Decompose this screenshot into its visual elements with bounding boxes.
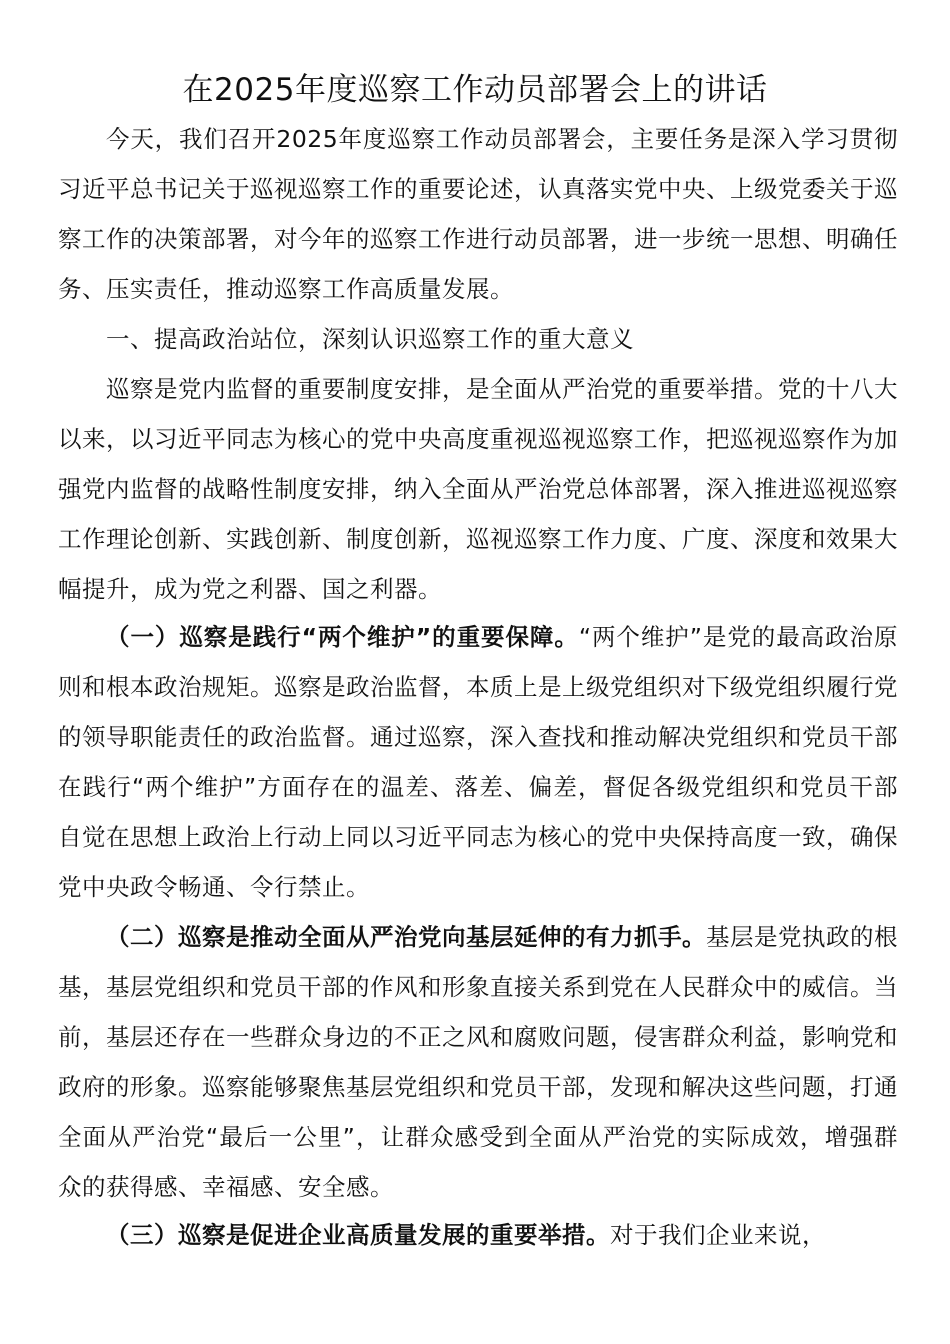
- paragraph-intro: 今天，我们召开2025年度巡察工作动员部署会，主要任务是深入学习贯彻习近平总书记关于巡视巡察工作的重要论述，认真落实党中央、上级党委关于巡察工作的决策部署，对今年的巡察工作进行动员部署，进一步统一思想、明确任务、压实责任，推动巡察工作高质量发展。: [58, 125, 898, 303]
- section-heading-1: 一、提高政治站位，深刻认识巡察工作的重大意义: [106, 325, 634, 353]
- document-title: 在2025年度巡察工作动员部署会上的讲话: [182, 72, 768, 108]
- point-3-lead: （三）巡察是促进企业高质量发展的重要举措。: [106, 1221, 610, 1249]
- paragraph-point-2: [58, 912, 898, 1212]
- paragraph-point-1: [58, 612, 898, 912]
- point-2-lead: （二）巡察是推动全面从严治党向基层延伸的有力抓手。: [106, 923, 706, 951]
- point-3-body: 对于我们企业来说，: [610, 1221, 826, 1249]
- point-1-body: “两个维护”是党的最高政治原则和根本政治规矩。巡察是政治监督，本质上是上级党组织对下级党组织履行党的领导职能责任的政治监督。通过巡察，深入查找和推动解决党组织和党员干部在践行“两个维护”方面存在的温差、落差、偏差，督促各级党组织和党员干部自觉在思想上政治上行动上同以习近平同志为核心的党中央保持高度一致，确保党中央政令畅通、令行禁止。: [58, 623, 899, 901]
- paragraph-point-3: [58, 1210, 898, 1260]
- point-1-lead: （一）巡察是践行“两个维护”的重要保障。: [106, 623, 579, 651]
- paragraph-significance: 巡察是党内监督的重要制度安排，是全面从严治党的重要举措。党的十八大以来，以习近平同志为核心的党中央高度重视巡视巡察工作，把巡视巡察作为加强党内监督的战略性制度安排，纳入全面从严治党总体部署，深入推进巡视巡察工作理论创新、实践创新、制度创新，巡视巡察工作力度、广度、深度和效果大幅提升，成为党之利器、国之利器。: [58, 375, 898, 603]
- point-2-body: 基层是党执政的根基，基层党组织和党员干部的作风和形象直接关系到党在人民群众中的威信。当前，基层还存在一些群众身边的不正之风和腐败问题，侵害群众利益，影响党和政府的形象。巡察能够聚焦基层党组织和党员干部，发现和解决这些问题，打通全面从严治党“最后一公里”，让群众感受到全面从严治党的实际成效，增强群众的获得感、幸福感、安全感。: [58, 923, 898, 1201]
